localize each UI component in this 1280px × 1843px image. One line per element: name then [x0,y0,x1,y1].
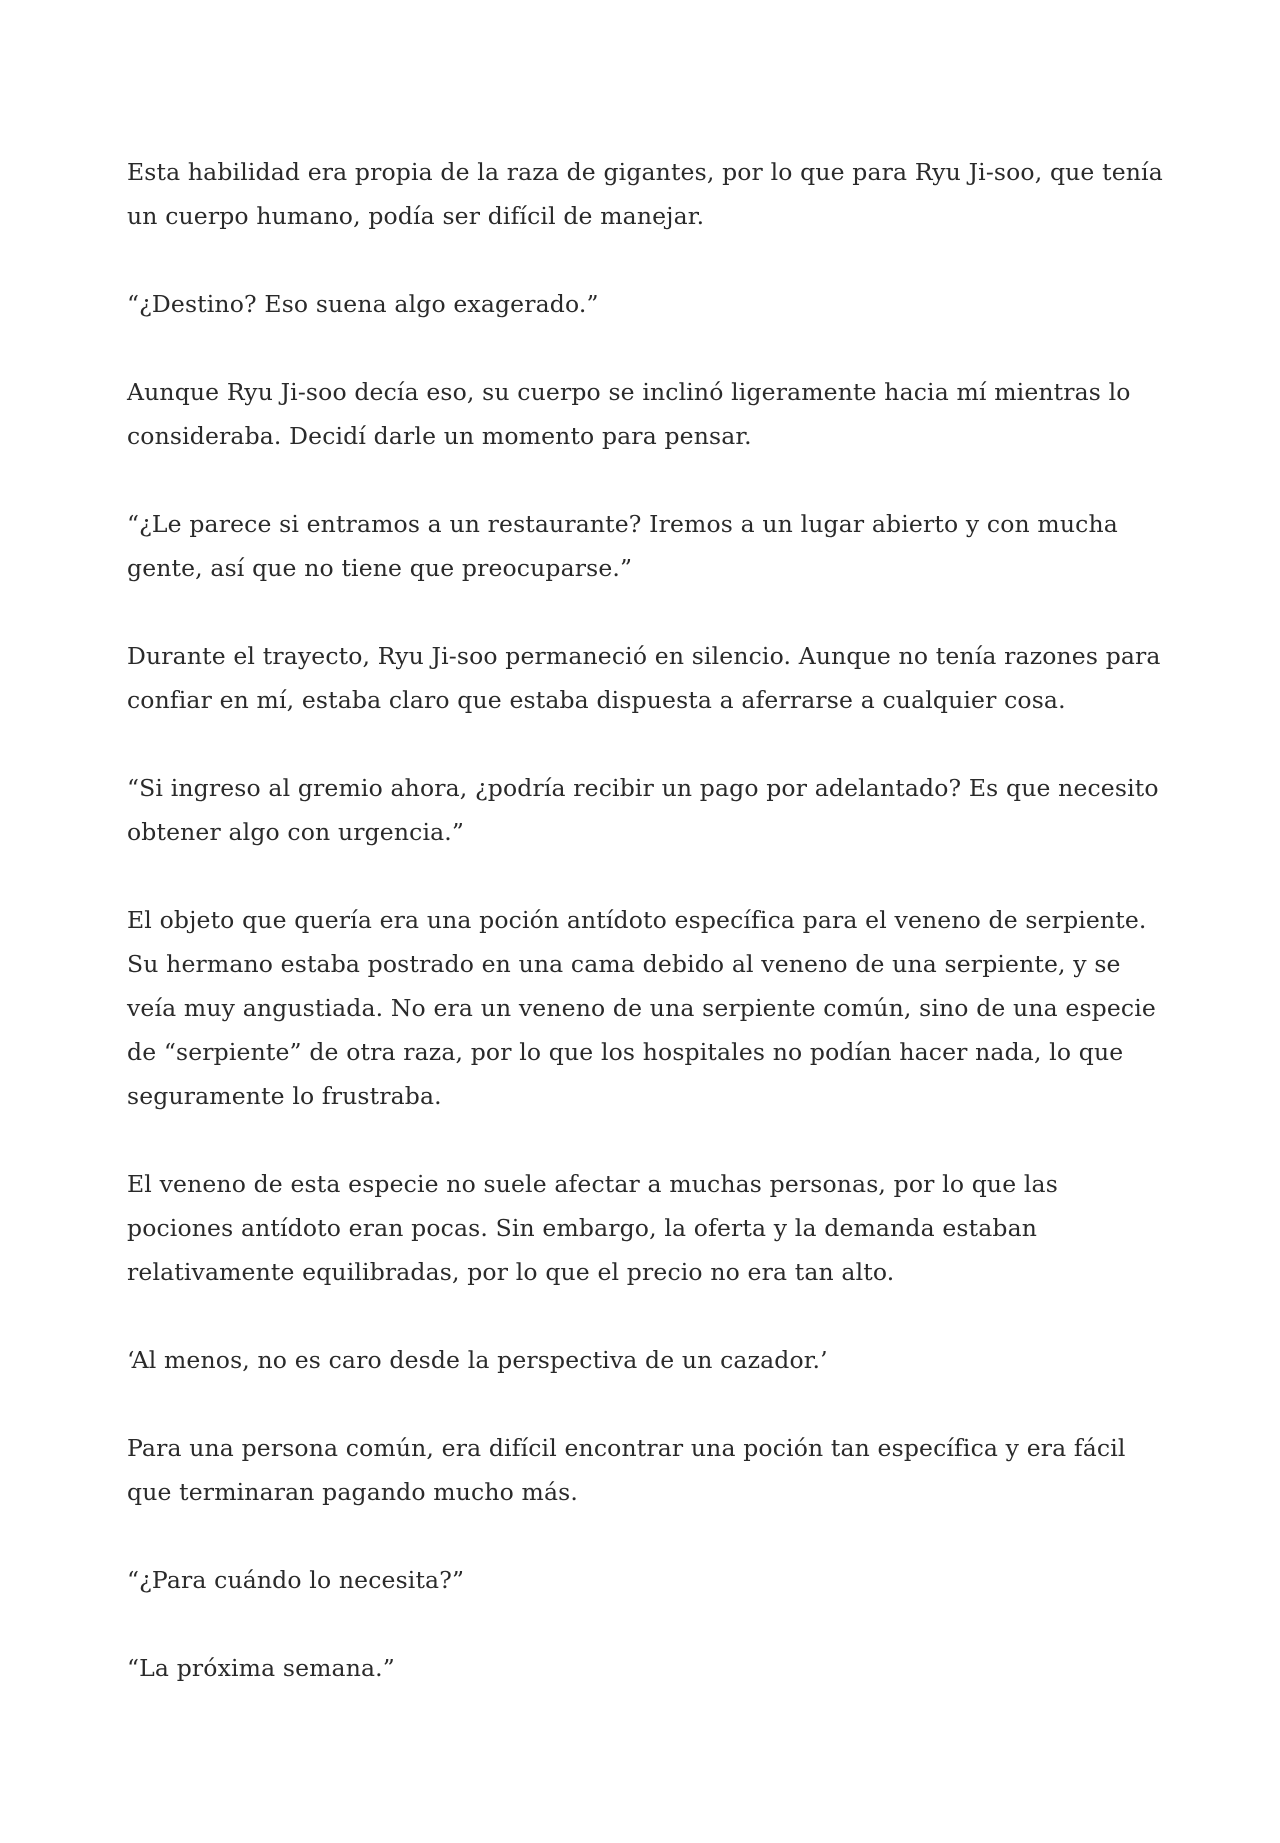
paragraph: El veneno de esta especie no suele afectar a muchas personas, por lo que las pociones antídoto eran pocas. Sin embargo, la oferta y la demanda estaban relativamente equilibradas, por lo que el precio no era tan alto. [127,1170,1058,1286]
paragraph: Para una persona común, era difícil encontrar una poción tan específica y era fácil que terminaran pagando mucho más. [127,1434,1126,1506]
paragraph: “¿Para cuándo lo necesita?” [127,1566,465,1594]
paragraph: “Si ingreso al gremio ahora, ¿podría recibir un pago por adelantado? Es que necesito obtener algo con urgencia.” [127,774,1159,846]
paragraph: Esta habilidad era propia de la raza de gigantes, por lo que para Ryu Ji-soo, que tenía un cuerpo humano, podía ser difícil de manejar. [127,158,1163,230]
paragraph: Durante el trayecto, Ryu Ji-soo permaneció en silencio. Aunque no tenía razones para confiar en mí, estaba claro que estaba dispuesta a aferrarse a cualquier cosa. [127,642,1161,714]
paragraph: “¿Destino? Eso suena algo exagerado.” [127,290,599,318]
paragraph: El objeto que quería era una poción antídoto específica para el veneno de serpiente. Su hermano estaba postrado en una cama debido al veneno de una serpiente, y se veía muy angustiada. No era un veneno de una serpiente común, sino de una especie de “serpiente” de otra raza, por lo que los hospitales no podían hacer nada, lo que seguramente lo frustraba. [127,906,1156,1110]
paragraph: “La próxima semana.” [127,1654,395,1682]
paragraph: ‘Al menos, no es caro desde la perspectiva de un cazador.’ [127,1346,828,1374]
paragraph: Aunque Ryu Ji-soo decía eso, su cuerpo se inclinó ligeramente hacia mí mientras lo consideraba. Decidí darle un momento para pensar. [127,378,1131,450]
paragraph: “¿Le parece si entramos a un restaurante? Iremos a un lugar abierto y con mucha gente, así que no tiene que preocuparse.” [127,510,1118,582]
document-page [127,150,1167,1690]
